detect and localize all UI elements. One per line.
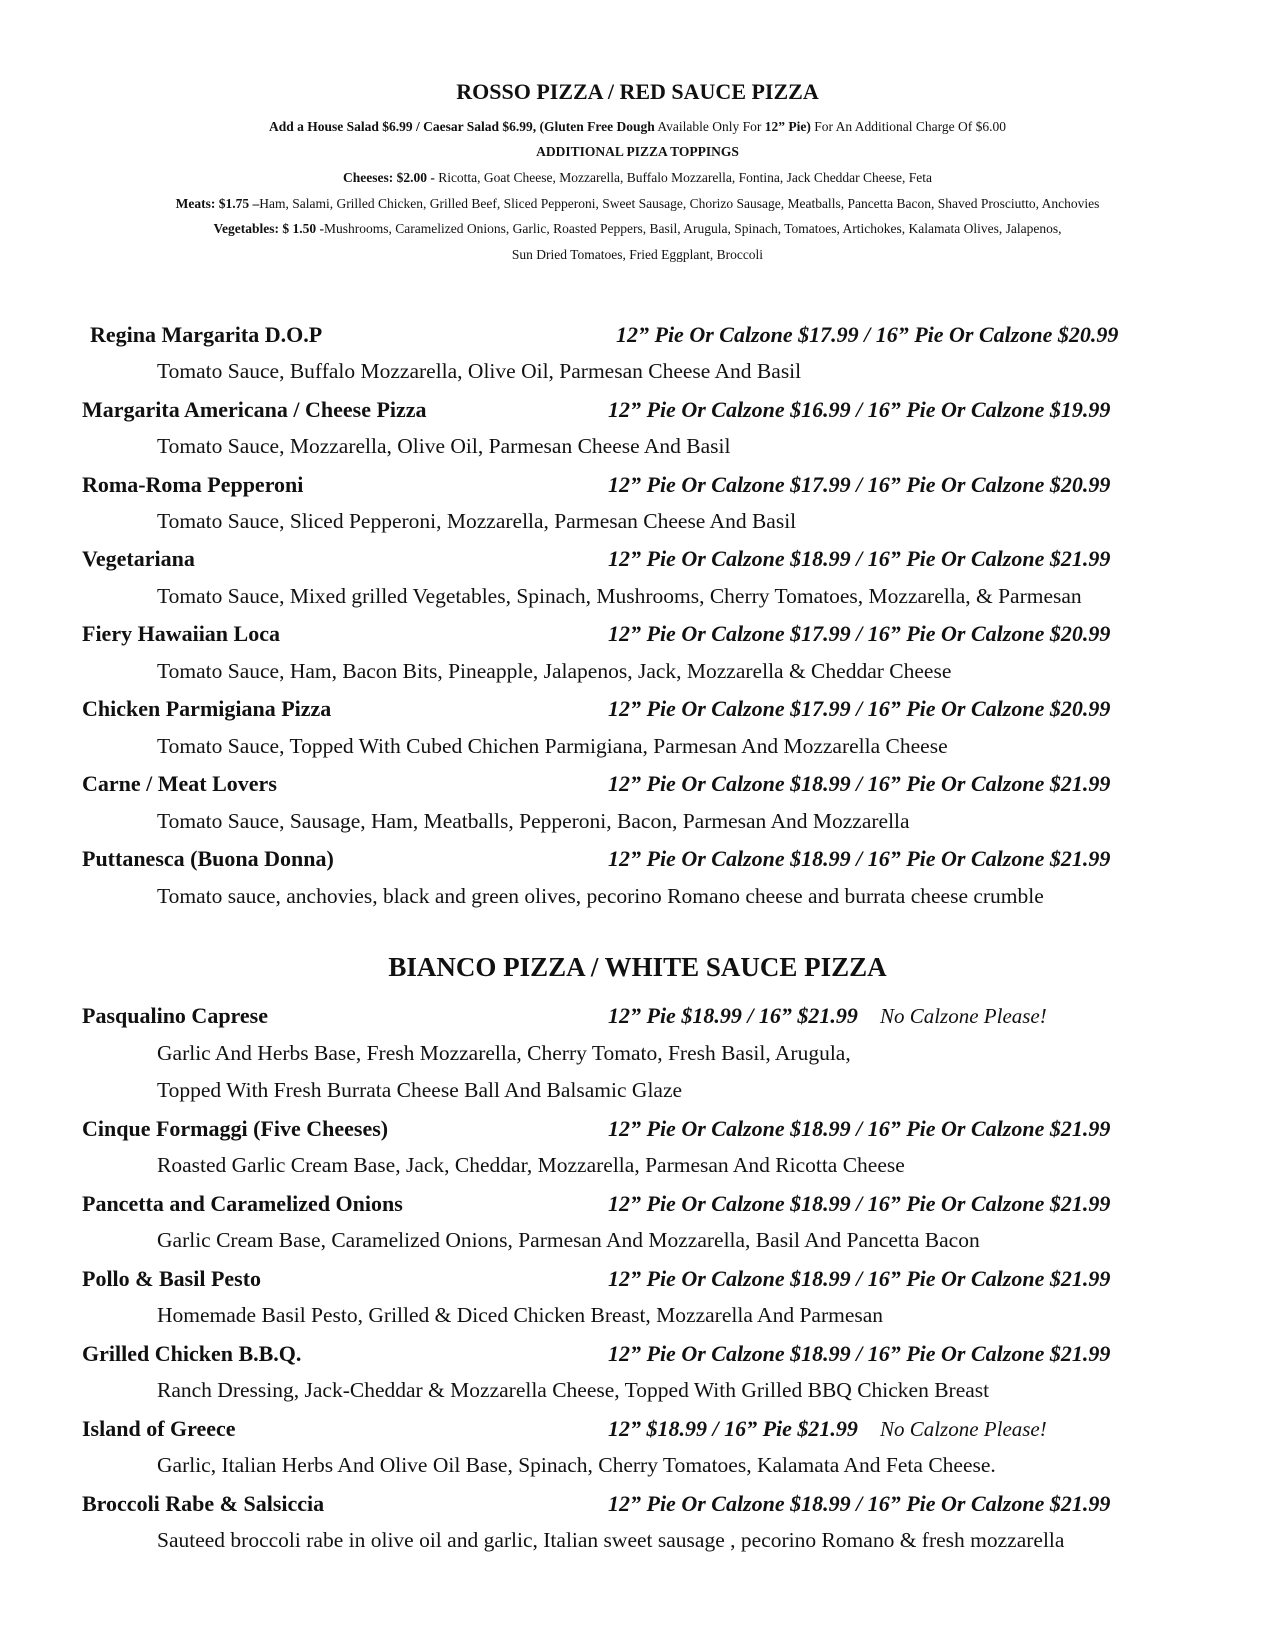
menu-item-name: Puttanesca (Buona Donna) bbox=[82, 846, 334, 871]
menu-item-desc: Tomato Sauce, Ham, Bacon Bits, Pineapple, Jalapenos, Jack, Mozzarella & Cheddar Cheese bbox=[157, 659, 952, 683]
menu-item-desc: Garlic And Herbs Base, Fresh Mozzarella, Cherry Tomato, Fresh Basil, Arugula, bbox=[157, 1041, 851, 1065]
cheeses-line bbox=[0, 170, 1275, 186]
menu-item-name: Chicken Parmigiana Pizza bbox=[82, 696, 332, 721]
menu-item-desc: Tomato Sauce, Mozzarella, Olive Oil, Parmesan Cheese And Basil bbox=[157, 434, 731, 458]
menu-item-name: Margarita Americana / Cheese Pizza bbox=[82, 397, 427, 422]
menu-item-price-text: 12” Pie $18.99 / 16” $21.99 bbox=[608, 1003, 858, 1028]
cheeses-label: Cheeses: $2.00 - bbox=[342, 170, 435, 185]
addons-available: Available Only For bbox=[657, 119, 762, 134]
menu-item-desc: Tomato Sauce, Buffalo Mozzarella, Olive Oil, Parmesan Cheese And Basil bbox=[157, 359, 802, 383]
menu-item-price: 12” Pie Or Calzone $18.99 / 16” Pie Or Calzone $21.99 bbox=[608, 1191, 1111, 1216]
menu-item-price: 12” Pie Or Calzone $17.99 / 16” Pie Or Calzone $20.99 bbox=[608, 696, 1111, 721]
meats-label: Meats: $1.75 – bbox=[175, 196, 260, 211]
menu-item-desc: Sauteed broccoli rabe in olive oil and garlic, Italian sweet sausage , pecorino Romano & fresh mozzarella bbox=[157, 1528, 1065, 1552]
addons-size: 12” Pie) bbox=[764, 119, 811, 134]
addons-gluten-free: (Gluten Free Dough bbox=[539, 119, 655, 134]
menu-item-price bbox=[608, 1003, 1047, 1029]
menu-item-name: Grilled Chicken B.B.Q. bbox=[82, 1341, 302, 1366]
menu-item-price-text: 12” $18.99 / 16” Pie $21.99 bbox=[608, 1416, 858, 1441]
menu-item-name: Cinque Formaggi (Five Cheeses) bbox=[82, 1116, 389, 1141]
addons-line bbox=[0, 119, 1275, 135]
vegetables-label: Vegetables: $ 1.50 - bbox=[213, 221, 325, 236]
addons-charge: For An Additional Charge Of $6.00 bbox=[814, 119, 1007, 134]
menu-item-name: Roma-Roma Pepperoni bbox=[82, 472, 304, 497]
menu-item-desc: Garlic Cream Base, Caramelized Onions, Parmesan And Mozzarella, Basil And Pancetta Bacon bbox=[157, 1228, 980, 1252]
meats-list: Ham, Salami, Grilled Chicken, Grilled Beef, Sliced Pepperoni, Sweet Sausage, Chorizo Sausage, Meatballs, Pancetta Bacon, Shaved Prosciutto, Anchovies bbox=[259, 196, 1100, 211]
menu-item-price: 12” Pie Or Calzone $18.99 / 16” Pie Or Calzone $21.99 bbox=[608, 546, 1111, 571]
menu-item-desc: Garlic, Italian Herbs And Olive Oil Base, Spinach, Cherry Tomatoes, Kalamata And Feta Cheese. bbox=[157, 1453, 996, 1477]
menu-item-desc: Roasted Garlic Cream Base, Jack, Cheddar, Mozzarella, Parmesan And Ricotta Cheese bbox=[157, 1153, 905, 1177]
no-calzone-note: No Calzone Please! bbox=[879, 1004, 1047, 1028]
menu-item-name: Fiery Hawaiian Loca bbox=[82, 621, 280, 646]
menu-item-name: Vegetariana bbox=[82, 546, 195, 571]
menu-item-price: 12” Pie Or Calzone $18.99 / 16” Pie Or Calzone $21.99 bbox=[608, 771, 1111, 796]
menu-item-name: Pasqualino Caprese bbox=[82, 1003, 269, 1028]
menu-item-desc: Tomato Sauce, Mixed grilled Vegetables, Spinach, Mushrooms, Cherry Tomatoes, Mozzarella, & Parmesan bbox=[157, 584, 1082, 608]
menu-item-desc: Homemade Basil Pesto, Grilled & Diced Chicken Breast, Mozzarella And Parmesan bbox=[157, 1303, 884, 1327]
menu-item-price: 12” Pie Or Calzone $18.99 / 16” Pie Or Calzone $21.99 bbox=[608, 1341, 1111, 1366]
no-calzone-note: No Calzone Please! bbox=[879, 1417, 1047, 1441]
menu-item-desc: Tomato Sauce, Sliced Pepperoni, Mozzarella, Parmesan Cheese And Basil bbox=[157, 509, 797, 533]
meats-line bbox=[0, 196, 1275, 212]
menu-item-price: 12” Pie Or Calzone $18.99 / 16” Pie Or Calzone $21.99 bbox=[608, 1266, 1111, 1291]
vegetables-list: Mushrooms, Caramelized Onions, Garlic, Roasted Peppers, Basil, Arugula, Spinach, Tomatoes, Artichokes, Kalamata Olives, Jalapenos, bbox=[324, 221, 1062, 236]
menu-item-price: 12” Pie Or Calzone $17.99 / 16” Pie Or Calzone $20.99 bbox=[616, 322, 1119, 347]
menu-item-desc-2: Topped With Fresh Burrata Cheese Ball And Balsamic Glaze bbox=[157, 1078, 683, 1102]
menu-item-name: Island of Greece bbox=[82, 1416, 236, 1441]
menu-item-price: 12” Pie Or Calzone $18.99 / 16” Pie Or Calzone $21.99 bbox=[608, 1491, 1111, 1516]
cheeses-list: Ricotta, Goat Cheese, Mozzarella, Buffalo Mozzarella, Fontina, Jack Cheddar Cheese, Feta bbox=[438, 170, 933, 185]
menu-item-desc: Tomato sauce, anchovies, black and green olives, pecorino Romano cheese and burrata cheese crumble bbox=[157, 884, 1044, 908]
menu-item-name: Pancetta and Caramelized Onions bbox=[82, 1191, 403, 1216]
menu-item-price: 12” Pie Or Calzone $18.99 / 16” Pie Or Calzone $21.99 bbox=[608, 1116, 1111, 1141]
menu-item-price: 12” Pie Or Calzone $17.99 / 16” Pie Or Calzone $20.99 bbox=[608, 621, 1111, 646]
menu-item-name: Broccoli Rabe & Salsiccia bbox=[82, 1491, 325, 1516]
bianco-heading: BIANCO PIZZA / WHITE SAUCE PIZZA bbox=[388, 952, 887, 982]
menu-item-desc: Tomato Sauce, Topped With Cubed Chichen Parmigiana, Parmesan And Mozzarella Cheese bbox=[157, 734, 948, 758]
menu-item-name: Regina Margarita D.O.P bbox=[90, 322, 323, 347]
menu-item-price: 12” Pie Or Calzone $16.99 / 16” Pie Or Calzone $19.99 bbox=[608, 397, 1111, 422]
addons-salads: Add a House Salad $6.99 / Caesar Salad $6.99, bbox=[268, 119, 537, 134]
menu-item-price bbox=[608, 1416, 1047, 1442]
menu-item-desc: Tomato Sauce, Sausage, Ham, Meatballs, Pepperoni, Bacon, Parmesan And Mozzarella bbox=[157, 809, 910, 833]
menu-item-price: 12” Pie Or Calzone $18.99 / 16” Pie Or Calzone $21.99 bbox=[608, 846, 1111, 871]
menu-item-name: Carne / Meat Lovers bbox=[82, 771, 277, 796]
menu-item-desc: Ranch Dressing, Jack-Cheddar & Mozzarella Cheese, Topped With Grilled BBQ Chicken Breast bbox=[157, 1378, 990, 1402]
toppings-heading: ADDITIONAL PIZZA TOPPINGS bbox=[536, 144, 739, 159]
vegetables-line-2: Sun Dried Tomatoes, Fried Eggplant, Broccoli bbox=[511, 247, 764, 262]
menu-item-name: Pollo & Basil Pesto bbox=[82, 1266, 262, 1291]
menu-item-price: 12” Pie Or Calzone $17.99 / 16” Pie Or Calzone $20.99 bbox=[608, 472, 1111, 497]
rosso-heading: ROSSO PIZZA / RED SAUCE PIZZA bbox=[456, 79, 819, 104]
vegetables-line bbox=[0, 221, 1275, 237]
